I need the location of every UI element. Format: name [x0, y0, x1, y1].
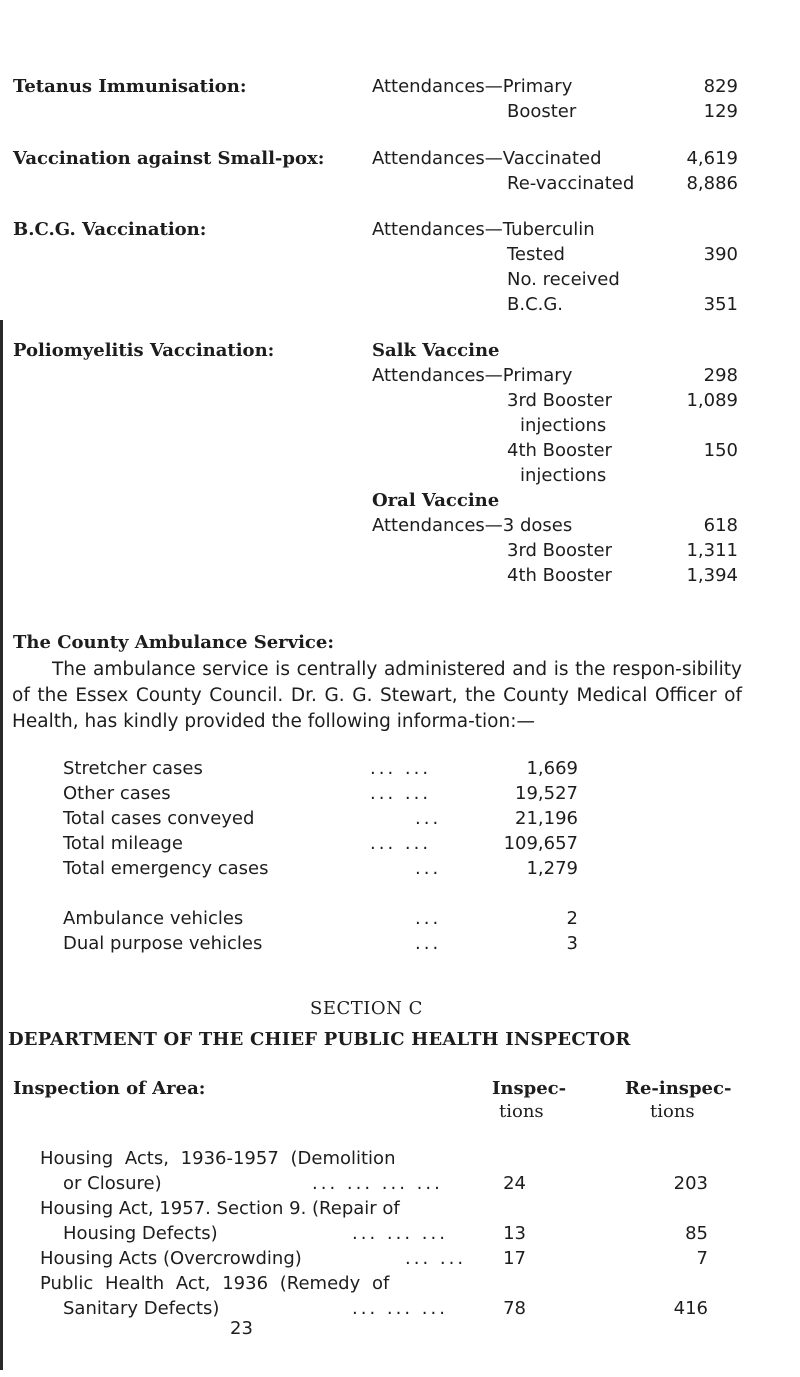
salk-heading: Salk Vaccine	[372, 340, 500, 361]
smallpox-vaccinated-value: 4,619	[686, 148, 738, 169]
inspection-count: 78	[503, 1298, 526, 1319]
vehicle-value: 2	[566, 908, 578, 929]
salk-4th-injections-label: injections	[520, 465, 607, 486]
inspection-row-line2: Sanitary Defects)	[63, 1298, 220, 1319]
stat-dots: ... ...	[370, 783, 432, 804]
stat-value: 21,196	[515, 808, 578, 829]
smallpox-heading: Vaccination against Small-pox:	[13, 148, 325, 169]
inspection-row-line2: or Closure)	[63, 1173, 162, 1194]
reinspection-count: 85	[685, 1223, 708, 1244]
reinspection-count: 7	[696, 1248, 708, 1269]
stat-label: Total cases conveyed	[63, 808, 255, 829]
inspection-count: 24	[503, 1173, 526, 1194]
polio-heading: Poliomyelitis Vaccination:	[13, 340, 275, 361]
salk-3rd-injections-label: injections	[520, 415, 607, 436]
col-reinspections-header-2: tions	[650, 1101, 695, 1122]
inspection-row-dots: ... ...	[405, 1248, 467, 1269]
stat-value: 1,279	[526, 858, 578, 879]
stat-dots: ... ...	[370, 758, 432, 779]
inspection-heading: Inspection of Area:	[13, 1078, 206, 1099]
vehicle-dots: ...	[415, 908, 442, 929]
col-reinspections-header-1: Re-inspec-	[625, 1078, 732, 1099]
salk-4th-booster-label: 4th Booster	[507, 440, 612, 461]
vehicle-dots: ...	[415, 933, 442, 954]
bcg-heading: B.C.G. Vaccination:	[13, 219, 207, 240]
vehicle-label: Ambulance vehicles	[63, 908, 244, 929]
salk-primary-value: 298	[703, 365, 738, 386]
tetanus-booster-label: Booster	[507, 101, 577, 122]
stat-label: Total mileage	[63, 833, 183, 854]
ambulance-paragraph-text: The ambulance service is centrally administered and is the respon-sibility of the Essex County Council. Dr. G. G. Stewart, the County Medical Officer of Health, has kindly provided the following informa-tion:—	[12, 659, 742, 732]
reinspection-count: 416	[673, 1298, 708, 1319]
inspection-row-line1: Public Health Act, 1936 (Remedy of	[40, 1273, 390, 1294]
stat-value: 1,669	[526, 758, 578, 779]
department-title: DEPARTMENT OF THE CHIEF PUBLIC HEALTH INSPECTOR	[8, 1029, 631, 1050]
oral-doses-label: Attendances—3 doses	[372, 515, 573, 536]
salk-3rd-booster-label: 3rd Booster	[507, 390, 612, 411]
bcg-received-label: No. received	[507, 269, 620, 290]
oral-4th-booster-label: 4th Booster	[507, 565, 612, 586]
stat-label: Total emergency cases	[63, 858, 269, 879]
tetanus-primary-value: 829	[703, 76, 738, 97]
stat-dots: ...	[415, 858, 442, 879]
inspection-row-line1: Housing Acts, 1936-1957 (Demolition	[40, 1148, 396, 1169]
stat-value: 19,527	[515, 783, 578, 804]
ambulance-heading: The County Ambulance Service:	[13, 632, 334, 653]
ambulance-paragraph	[12, 657, 742, 735]
tetanus-heading: Tetanus Immunisation:	[13, 76, 247, 97]
stat-dots: ... ...	[370, 833, 432, 854]
vehicle-label: Dual purpose vehicles	[63, 933, 263, 954]
tetanus-primary-label: Attendances—Primary	[372, 76, 573, 97]
smallpox-vaccinated-label: Attendances—Vaccinated	[372, 148, 602, 169]
tetanus-booster-value: 129	[703, 101, 738, 122]
inspection-row-line1: Housing Act, 1957. Section 9. (Repair of	[40, 1198, 400, 1219]
bcg-attendances-label: Attendances—Tuberculin	[372, 219, 595, 240]
inspection-row-line1: Housing Acts (Overcrowding)	[40, 1248, 302, 1269]
page-number: 23	[230, 1318, 253, 1339]
inspection-row-dots: ... ... ...	[352, 1298, 448, 1319]
bcg-bcg-label: B.C.G.	[507, 294, 564, 315]
vehicle-value: 3	[566, 933, 578, 954]
col-inspections-header-2: tions	[499, 1101, 544, 1122]
stat-label: Other cases	[63, 783, 171, 804]
inspection-row-line2: Housing Defects)	[63, 1223, 218, 1244]
inspection-count: 13	[503, 1223, 526, 1244]
salk-4th-booster-value: 150	[703, 440, 738, 461]
salk-3rd-booster-value: 1,089	[686, 390, 738, 411]
bcg-received-value: 351	[703, 294, 738, 315]
oral-doses-value: 618	[703, 515, 738, 536]
salk-primary-label: Attendances—Primary	[372, 365, 573, 386]
stat-dots: ...	[415, 808, 442, 829]
oral-heading: Oral Vaccine	[372, 490, 500, 511]
oral-4th-booster-value: 1,394	[686, 565, 738, 586]
stat-value: 109,657	[503, 833, 578, 854]
reinspection-count: 203	[673, 1173, 708, 1194]
smallpox-revaccinated-value: 8,886	[686, 173, 738, 194]
bcg-tested-value: 390	[703, 244, 738, 265]
inspection-count: 17	[503, 1248, 526, 1269]
col-inspections-header-1: Inspec-	[492, 1078, 567, 1099]
oral-3rd-booster-label: 3rd Booster	[507, 540, 612, 561]
inspection-row-dots: ... ... ... ...	[312, 1173, 443, 1194]
stat-label: Stretcher cases	[63, 758, 203, 779]
oral-3rd-booster-value: 1,311	[686, 540, 738, 561]
bcg-tested-label: Tested	[507, 244, 565, 265]
page-edge-shadow	[0, 320, 3, 1370]
smallpox-revaccinated-label: Re-vaccinated	[507, 173, 635, 194]
inspection-row-dots: ... ... ...	[352, 1223, 448, 1244]
section-title: SECTION C	[310, 998, 423, 1019]
